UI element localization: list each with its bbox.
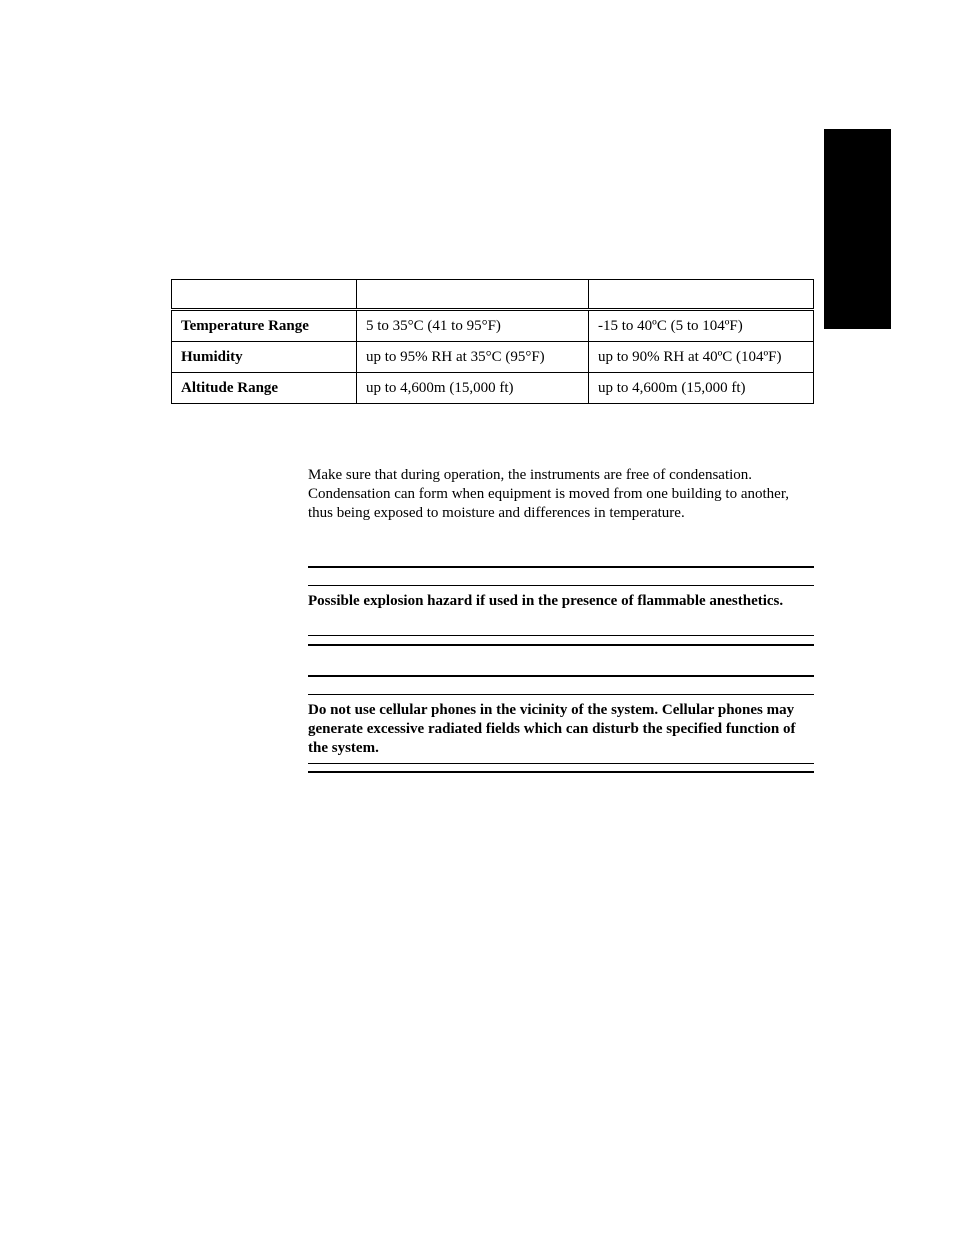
table-header-cell — [172, 280, 357, 310]
row-label-humidity: Humidity — [172, 342, 357, 373]
warning-rule-top — [308, 566, 814, 568]
storage-value: up to 4,600m (15,000 ft) — [589, 373, 814, 404]
warning-rule-sub — [308, 694, 814, 695]
cellular-phone-warning-text: Do not use cellular phones in the vicinity of the system. Cellular phones may generate excessive radiated fields which can disturb the specified function of the system. — [308, 702, 796, 756]
warning-rule-bottom — [308, 635, 814, 636]
row-label-temperature: Temperature Range — [172, 310, 357, 342]
environment-conditions-table — [171, 279, 814, 404]
warning-rule-top — [308, 675, 814, 677]
explosion-warning-text: Possible explosion hazard if used in the presence of flammable anesthetics. — [308, 593, 784, 609]
operating-value: 5 to 35°C (41 to 95°F) — [357, 310, 589, 342]
row-label-altitude: Altitude Range — [172, 373, 357, 404]
table-row — [172, 310, 814, 342]
table-row — [172, 342, 814, 373]
storage-value: -15 to 40ºC (5 to 104ºF) — [589, 310, 814, 342]
chapter-tab-marker — [824, 129, 891, 329]
warning-rule-bottom — [308, 644, 814, 646]
table-header-cell — [589, 280, 814, 310]
table-header-row — [172, 280, 814, 310]
table-header-cell — [357, 280, 589, 310]
warning-rule-sub — [308, 585, 814, 586]
table-row — [172, 373, 814, 404]
condensation-paragraph: Make sure that during operation, the instruments are free of condensation. Condensation can form when equipment is moved from one building to another, thus being exposed to moisture and differences in temperature. — [308, 467, 789, 521]
operating-value: up to 4,600m (15,000 ft) — [357, 373, 589, 404]
operating-value: up to 95% RH at 35°C (95°F) — [357, 342, 589, 373]
warning-rule-bottom — [308, 771, 814, 773]
storage-value: up to 90% RH at 40ºC (104ºF) — [589, 342, 814, 373]
warning-rule-bottom — [308, 763, 814, 764]
